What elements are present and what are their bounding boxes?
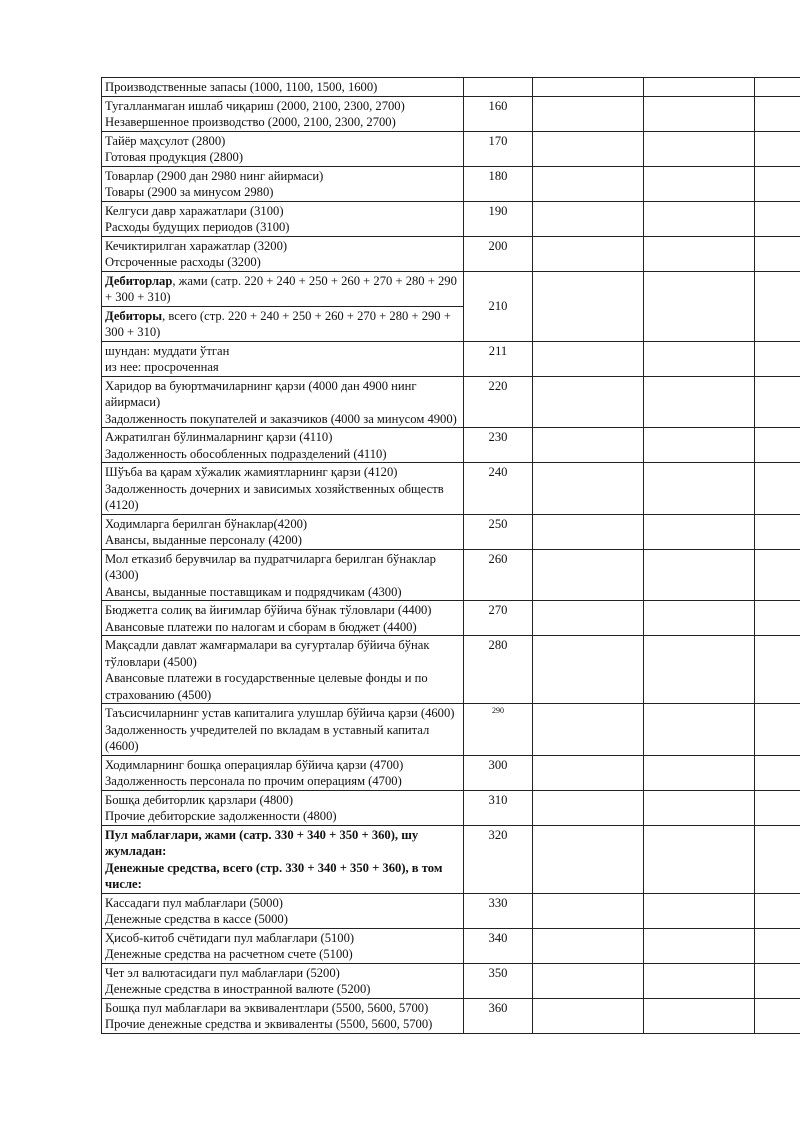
value-cell-start — [533, 755, 644, 790]
item-name-cell — [102, 271, 464, 306]
item-name-uz: Тугалланмаган ишлаб чиқариш (2000, 2100, 2300, 2700) — [105, 98, 405, 113]
item-name-ru: Товары (2900 за минусом 2980) — [105, 185, 274, 199]
value-cell-extra — [755, 825, 800, 893]
line-code-cell: 320 — [464, 825, 533, 893]
value-cell-start — [533, 893, 644, 928]
item-name-ru: из нее: просроченная — [105, 360, 219, 374]
value-cell-start — [533, 428, 644, 463]
table-row — [102, 96, 800, 131]
value-cell-extra — [755, 601, 800, 636]
value-cell-start — [533, 463, 644, 515]
item-name-cell — [102, 636, 464, 704]
item-name-cell — [102, 428, 464, 463]
table-row — [102, 166, 800, 201]
item-name-uz: Чет эл валютасидаги пул маблағлари (5200) — [105, 965, 340, 980]
item-name-uz: Бошқа дебиторлик қарзлари (4800) — [105, 792, 294, 807]
value-cell-start — [533, 928, 644, 963]
line-code-cell: 210 — [464, 271, 533, 341]
item-name-uz: Ходимларнинг бошқа операциялар бўйича қарзи (4700) — [105, 757, 404, 772]
value-cell-end — [644, 271, 755, 341]
item-name-cell — [102, 928, 464, 963]
value-cell-end — [644, 166, 755, 201]
line-code-cell: 230 — [464, 428, 533, 463]
value-cell-extra — [755, 893, 800, 928]
value-cell-extra — [755, 463, 800, 515]
item-name-cell — [102, 963, 464, 998]
item-name-ru: Задолженность дочерних и зависимых хозяйственных обществ (4120) — [105, 481, 444, 512]
table-row — [102, 549, 800, 601]
item-name-uz: Мақсадли давлат жамғармалари ва суғурталар бўйича бўнак тўловлари (4500) — [105, 638, 430, 669]
item-name-cell — [102, 825, 464, 893]
value-cell-end — [644, 549, 755, 601]
line-code-cell: 160 — [464, 96, 533, 131]
line-code-cell: 211 — [464, 341, 533, 376]
value-cell-extra — [755, 549, 800, 601]
value-cell-end — [644, 893, 755, 928]
item-name-ru: Задолженность обособленных подразделений (4110) — [105, 446, 387, 461]
value-cell-end — [644, 825, 755, 893]
value-cell-start — [533, 201, 644, 236]
item-name-cell — [102, 514, 464, 549]
item-name-uz: Келгуси давр харажатлари (3100) — [105, 203, 284, 218]
item-name-cell — [102, 306, 464, 341]
item-name-ru: Прочие денежные средства и эквиваленты (5500, 5600, 5700) — [105, 1017, 433, 1031]
value-cell-extra — [755, 636, 800, 704]
value-cell-end — [644, 998, 755, 1033]
value-cell-end — [644, 96, 755, 131]
item-name-uz: Пул маблағлари, жами (сатр. 330 + 340 + 350 + 360), шу жумладан: — [105, 827, 419, 858]
value-cell-extra — [755, 271, 800, 341]
value-cell-end — [644, 928, 755, 963]
value-cell-start — [533, 963, 644, 998]
table-row — [102, 78, 800, 97]
item-name-ru: Задолженность учредителей по вкладам в уставный капитал (4600) — [105, 722, 430, 753]
item-name-uz: Ҳисоб-китоб счётидаги пул маблағлари (5100) — [105, 930, 355, 945]
value-cell-start — [533, 514, 644, 549]
table-row — [102, 825, 800, 893]
value-cell-end — [644, 514, 755, 549]
table-row — [102, 963, 800, 998]
item-name-ru: Отсроченные расходы (3200) — [105, 255, 261, 269]
value-cell-end — [644, 201, 755, 236]
table-row — [102, 636, 800, 704]
value-cell-start — [533, 341, 644, 376]
value-cell-extra — [755, 236, 800, 271]
line-code-cell: 240 — [464, 463, 533, 515]
item-name-cell — [102, 201, 464, 236]
item-name-ru: Производственные запасы (1000, 1100, 1500, 1600) — [105, 80, 378, 94]
item-name-cell — [102, 236, 464, 271]
value-cell-start — [533, 704, 644, 756]
value-cell-extra — [755, 96, 800, 131]
table-row — [102, 998, 800, 1033]
line-code-cell: 220 — [464, 376, 533, 428]
value-cell-end — [644, 755, 755, 790]
item-name-cell — [102, 376, 464, 428]
value-cell-start — [533, 166, 644, 201]
line-code-cell: 180 — [464, 166, 533, 201]
line-code-cell: 290 — [464, 704, 533, 756]
value-cell-end — [644, 636, 755, 704]
value-cell-end — [644, 376, 755, 428]
item-name-cell — [102, 166, 464, 201]
value-cell-extra — [755, 755, 800, 790]
item-name-cell — [102, 601, 464, 636]
line-code-cell — [464, 78, 533, 97]
value-cell-start — [533, 236, 644, 271]
line-code-cell: 190 — [464, 201, 533, 236]
table-row — [102, 893, 800, 928]
value-cell-start — [533, 825, 644, 893]
value-cell-end — [644, 790, 755, 825]
table-row — [102, 928, 800, 963]
line-code-cell: 300 — [464, 755, 533, 790]
item-name-uz: Шўъба ва қарам хўжалик жамиятларнинг қарзи (4120) — [105, 465, 398, 479]
item-name-ru: Готовая продукция (2800) — [105, 150, 244, 164]
item-name-cell — [102, 78, 464, 97]
item-name-ru: Прочие дебиторские задолженности (4800) — [105, 809, 337, 823]
item-name-cell — [102, 790, 464, 825]
table-row — [102, 514, 800, 549]
value-cell-extra — [755, 963, 800, 998]
value-cell-extra — [755, 78, 800, 97]
item-name-uz: Ходимларга берилган бўнаклар(4200) — [105, 516, 308, 531]
value-cell-end — [644, 601, 755, 636]
item-name-cell — [102, 704, 464, 756]
table-row — [102, 201, 800, 236]
table-row — [102, 704, 800, 756]
value-cell-start — [533, 998, 644, 1033]
item-name-uz: Бошқа пул маблағлари ва эквивалентлари (5500, 5600, 5700) — [105, 1000, 429, 1015]
table-row — [102, 463, 800, 515]
value-cell-extra — [755, 341, 800, 376]
table-row — [102, 131, 800, 166]
table-row — [102, 790, 800, 825]
line-code-cell: 360 — [464, 998, 533, 1033]
value-cell-start — [533, 271, 644, 341]
value-cell-extra — [755, 998, 800, 1033]
line-code-cell: 250 — [464, 514, 533, 549]
value-cell-start — [533, 549, 644, 601]
item-name-cell — [102, 341, 464, 376]
value-cell-extra — [755, 376, 800, 428]
item-name-cell — [102, 549, 464, 601]
item-name-uz: Таъсисчиларнинг устав капиталига улушлар бўйича қарзи (4600) — [105, 706, 455, 720]
table-row — [102, 601, 800, 636]
value-cell-end — [644, 963, 755, 998]
line-code-cell: 350 — [464, 963, 533, 998]
value-cell-end — [644, 428, 755, 463]
item-name-cell — [102, 96, 464, 131]
item-name-ru: Авансовые платежи в государственные целевые фонды и по страхованию (4500) — [105, 671, 428, 702]
line-code-cell: 270 — [464, 601, 533, 636]
line-code-cell: 200 — [464, 236, 533, 271]
table-row — [102, 755, 800, 790]
value-cell-extra — [755, 166, 800, 201]
value-cell-extra — [755, 428, 800, 463]
item-name-cell — [102, 131, 464, 166]
value-cell-extra — [755, 790, 800, 825]
item-name-ru: Денежные средства, всего (стр. 330 + 340 + 350 + 360), в том числе: — [105, 860, 443, 891]
line-code-cell: 170 — [464, 131, 533, 166]
value-cell-end — [644, 236, 755, 271]
item-name-ru: Авансовые платежи по налогам и сборам в бюджет (4400) — [105, 619, 417, 634]
item-name-uz: Кассадаги пул маблағлари (5000) — [105, 895, 283, 910]
table-row — [102, 341, 800, 376]
item-name-uz: Харидор ва буюртмачиларнинг қарзи (4000 дан 4900 нинг айирмаси) — [105, 378, 417, 409]
item-name-ru: Расходы будущих периодов (3100) — [105, 220, 290, 234]
item-name-uz-bold: Дебиторлар — [105, 273, 173, 288]
item-name-uz: Товарлар (2900 дан 2980 нинг айирмаси) — [105, 168, 324, 183]
value-cell-end — [644, 131, 755, 166]
item-name-ru: , всего (стр. 220 + 240 + 250 + 260 + 270 + 280 + 290 + 300 + 310) — [105, 308, 451, 339]
item-name-ru: Денежные средства на расчетном счете (5100) — [105, 947, 353, 961]
item-name-ru: Задолженность покупателей и заказчиков (4000 за минусом 4900) — [105, 411, 457, 426]
item-name-uz: Бюджетга солиқ ва йиғимлар бўйича бўнак тўловлари (4400) — [105, 603, 432, 617]
item-name-cell — [102, 998, 464, 1033]
item-name-ru: Денежные средства в кассе (5000) — [105, 912, 288, 926]
value-cell-start — [533, 131, 644, 166]
item-name-ru: Денежные средства в иностранной валюте (5200) — [105, 982, 371, 996]
item-name-uz: Кечиктирилган харажатлар (3200) — [105, 238, 288, 253]
item-name-ru-bold: Дебиторы — [105, 308, 163, 323]
value-cell-start — [533, 78, 644, 97]
value-cell-extra — [755, 928, 800, 963]
item-name-cell — [102, 463, 464, 515]
table-row — [102, 376, 800, 428]
item-name-uz: шундан: муддати ўтган — [105, 343, 230, 358]
table-row — [102, 271, 800, 306]
value-cell-extra — [755, 704, 800, 756]
item-name-ru: Задолженность персонала по прочим операциям (4700) — [105, 774, 402, 788]
value-cell-extra — [755, 201, 800, 236]
line-code-cell: 340 — [464, 928, 533, 963]
item-name-uz: Тайёр маҳсулот (2800) — [105, 133, 226, 148]
item-name-uz: Мол етказиб берувчилар ва пудратчиларга берилган бўнаклар (4300) — [105, 551, 436, 582]
value-cell-start — [533, 376, 644, 428]
line-code-cell: 260 — [464, 549, 533, 601]
item-name-ru: Авансы, выданные персоналу (4200) — [105, 533, 302, 547]
item-name-ru: Авансы, выданные поставщикам и подрядчикам (4300) — [105, 584, 402, 599]
value-cell-end — [644, 704, 755, 756]
item-name-cell — [102, 893, 464, 928]
value-cell-start — [533, 636, 644, 704]
item-name-uz: Ажратилган бўлинмаларнинг қарзи (4110) — [105, 430, 333, 444]
item-name-uz: , жами (сатр. 220 + 240 + 250 + 260 + 270 + 280 + 290 + 300 + 310) — [105, 273, 457, 304]
balance-sheet-table — [101, 77, 800, 1034]
value-cell-start — [533, 96, 644, 131]
value-cell-end — [644, 341, 755, 376]
value-cell-end — [644, 463, 755, 515]
item-name-cell — [102, 755, 464, 790]
value-cell-start — [533, 790, 644, 825]
value-cell-end — [644, 78, 755, 97]
item-name-ru: Незавершенное производство (2000, 2100, 2300, 2700) — [105, 115, 396, 129]
line-code-cell: 330 — [464, 893, 533, 928]
value-cell-extra — [755, 514, 800, 549]
value-cell-start — [533, 601, 644, 636]
line-code-cell: 310 — [464, 790, 533, 825]
table-row — [102, 236, 800, 271]
line-code-cell: 280 — [464, 636, 533, 704]
value-cell-extra — [755, 131, 800, 166]
table-row — [102, 428, 800, 463]
